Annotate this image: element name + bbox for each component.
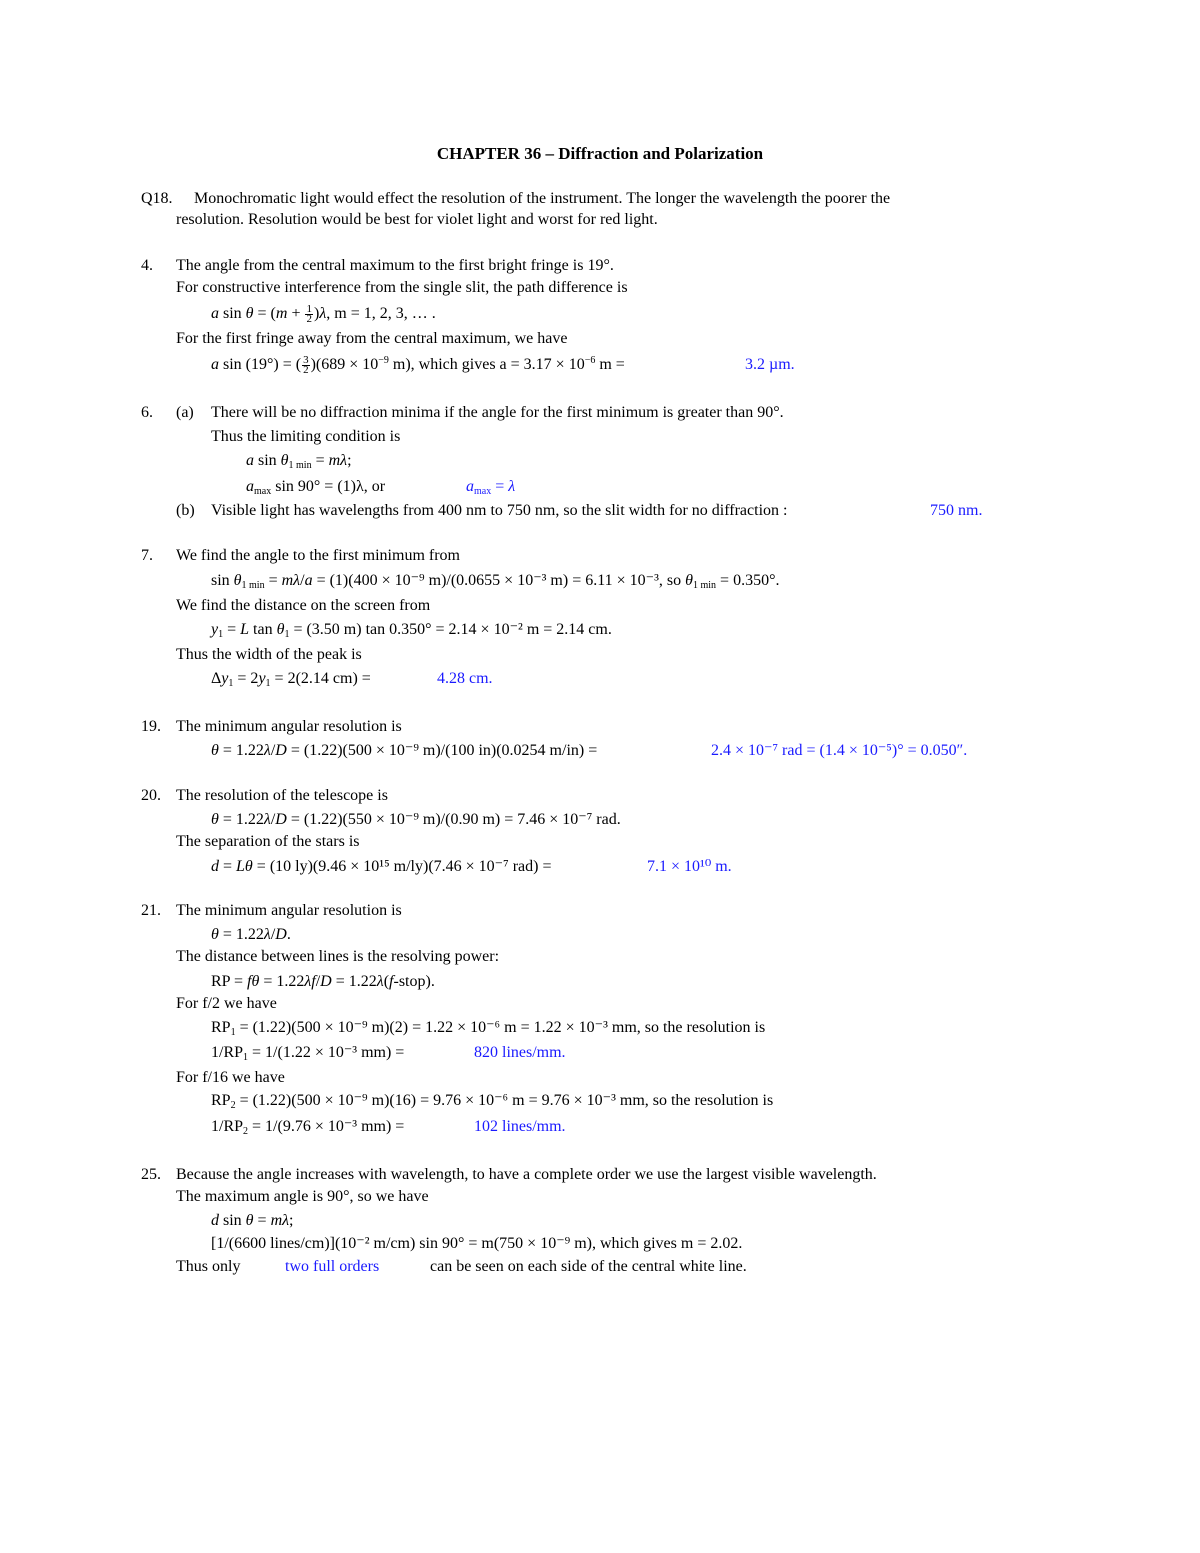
p25-equation-grating: d sin θ = mλ;	[211, 1212, 294, 1229]
p19-number: 19.	[141, 718, 161, 735]
p21-equation-rp: RP = fθ = 1.22λf/D = 1.22λ(f-stop).	[211, 973, 435, 990]
p7-equation-width: $\Delta y_1 = 2y_1 = 2(2.14$ cm) =	[211, 670, 371, 689]
p7-number: 7.	[141, 547, 153, 564]
p6-answer-a: $a_{max} = \lambda$	[466, 478, 516, 497]
p7-equation1: = (1)(400 × 10⁻⁹ m)/(0.0655 × 10⁻³ m) = 6.11 × 10⁻³, so	[316, 572, 682, 589]
p20-answer: 7.1 × 10¹⁰ m.	[647, 858, 732, 875]
p4-number: 4.	[141, 257, 153, 274]
p7-equation3: = 2(2.14 cm) =	[274, 670, 371, 687]
p19-equation-rest: = (1.22)(500 × 10⁻⁹ m)/(100 in)(0.0254 m/in) =	[290, 742, 598, 759]
p21-equation-inv2: $1/RP_2 = 1/(9.76 \times 10^{-3}$ mm) =	[211, 1118, 405, 1137]
p6-equation-or: sin 90° = (1)λ, or	[275, 478, 386, 495]
p21-number: 21.	[141, 902, 161, 919]
p21-equation-inv1-rest: = 1/(1.22 × 10⁻³ mm) =	[252, 1044, 405, 1061]
p21-equation-rp1-rest: = (1.22)(500 × 10⁻⁹ m)(2) = 1.22 × 10⁻⁶ m = 1.22 × 10⁻³ mm, so the resolution is	[239, 1019, 766, 1036]
p19-answer: 2.4 × 10⁻⁷ rad = (1.4 × 10⁻⁵)° = 0.050″.	[711, 742, 968, 759]
p6-part-b-line: Visible light has wavelengths from 400 nm to 750 nm, so the slit width for no diffraction :	[211, 502, 788, 519]
p21-text-line1: The minimum angular resolution is	[176, 902, 402, 919]
p25-number: 25.	[141, 1166, 161, 1183]
q18-text-line1: Monochromatic light would effect the resolution of the instrument. The longer the wavelength the poorer the	[194, 190, 891, 207]
p20-equation1: = (1.22)(550 × 10⁻⁹ m)/(0.90 m) = 7.46 × 10⁻⁷ rad.	[290, 811, 621, 828]
p7-text-line1: We find the angle to the first minimum from	[176, 547, 460, 564]
p4-equation2-rest: m), which gives a = 3.17 × 10	[388, 356, 585, 373]
p4-text-line3: For the first fringe away from the central maximum, we have	[176, 330, 568, 347]
p21-equation-rp2: $RP_2 = (1.22)(500 \times 10^{-9}$ m)(16) = 9.76 × 10⁻⁶ m = 9.76 × 10⁻³ mm, so the resolution is	[211, 1092, 774, 1111]
p21-equation-rp1: $RP_1 = (1.22)(500 \times 10^{-9}$ m)(2) = 1.22 × 10⁻⁶ m = 1.22 × 10⁻³ mm, so the resolution is	[211, 1019, 766, 1038]
p20-text-line1: The resolution of the telescope is	[176, 787, 388, 804]
p7-equation2: = (3.50 m) tan 0.350° = 2.14 × 10⁻² m = 2.14 cm.	[293, 621, 612, 638]
p25-equation-orders: [1/(6600 lines/cm)](10⁻² m/cm) sin 90° = m(750 × 10⁻⁹ m), which gives m = 2.02.	[211, 1235, 743, 1252]
p4-text-line1: The angle from the central maximum to the first bright fringe is 19°.	[176, 257, 614, 274]
p4-equation-slit-width: a sin (19°) = ( $\frac{3}{2}$ )($689 \times 10^{-9}$ m), which gives $a = 3.17 \times 10^{-6}$ m =	[211, 353, 625, 376]
p20-equation2: = (10 ly)(9.46 × 10¹⁵ m/ly)(7.46 × 10⁻⁷ rad) =	[256, 858, 552, 875]
p7-answer: 4.28 cm.	[437, 670, 493, 687]
p21-equation-theta: θ = 1.22λ/D.	[211, 926, 291, 943]
q18-text-line2: resolution. Resolution would be best for violet light and worst for red light.	[176, 211, 658, 228]
p19-text-line1: The minimum angular resolution is	[176, 718, 402, 735]
p21-equation-inv2-rest: = 1/(9.76 × 10⁻³ mm) =	[252, 1118, 405, 1135]
p21-text-line2: The distance between lines is the resolving power:	[176, 948, 500, 965]
page-title: CHAPTER 36 – Diffraction and Polarization	[436, 144, 764, 163]
p6-number: 6.	[141, 404, 153, 421]
p4-text-line2: For constructive interference from the single slit, the path difference is	[176, 279, 628, 296]
p25-text-line2: The maximum angle is 90°, so we have	[176, 1188, 429, 1205]
p6-part-a-label: (a)	[176, 404, 194, 421]
p20-equation-resolution: θ = 1.22λ/D = (1.22)(550 × 10⁻⁹ m)/(0.90 m) = 7.46 × 10⁻⁷ rad.	[211, 811, 621, 828]
p6-part-b-label: (b)	[176, 502, 195, 519]
p4-equation2-mid: (689 × 10	[315, 356, 379, 373]
p20-text-line2: The separation of the stars is	[176, 833, 360, 850]
p7-equation-distance: $y_1 = L$ $\tan \theta_1 = (3.50$ m) tan 0.350° = 2.14 × 10⁻² m = 2.14 cm.	[211, 621, 612, 640]
p21-answer1: 820 lines/mm.	[474, 1044, 566, 1061]
p25-answer: two full orders	[285, 1258, 380, 1275]
p20-equation-separation: d = Lθ = (10 ly)(9.46 × 10¹⁵ m/ly)(7.46 × 10⁻⁷ rad) =	[211, 858, 552, 875]
p6-answer-b: 750 nm.	[930, 502, 983, 519]
p25-text-line3-end: can be seen on each side of the central white line.	[430, 1258, 747, 1275]
p21-equation-rp2-rest: = (1.22)(500 × 10⁻⁹ m)(16) = 9.76 × 10⁻⁶ m = 9.76 × 10⁻³ mm, so the resolution is	[239, 1092, 774, 1109]
p21-text-line4: For f/16 we have	[176, 1069, 285, 1086]
p4-answer: 3.2 µm.	[745, 356, 795, 373]
p6-part-a-line2: Thus the limiting condition is	[211, 428, 401, 445]
p7-equation1-end: = 0.350°.	[720, 572, 780, 589]
p19-equation: θ = 1.22λ/D = (1.22)(500 × 10⁻⁹ m)/(100 in)(0.0254 m/in) =	[211, 742, 598, 759]
p7-text-line3: Thus the width of the peak is	[176, 646, 362, 663]
p21-answer2: 102 lines/mm.	[474, 1118, 566, 1135]
p25-text-line1: Because the angle increases with wavelength, to have a complete order we use the largest visible wavelength.	[176, 1166, 877, 1183]
p6-equation-max: $a_{max}$ sin 90° = (1)λ, or	[246, 478, 386, 497]
p4-equation1-rest: , m = 1, 2, 3, … .	[326, 305, 436, 322]
p25-text-line3-start: Thus only	[176, 1258, 241, 1275]
q18-number: Q18.	[141, 190, 173, 207]
p20-number: 20.	[141, 787, 161, 804]
p4-equation-path-difference: a sin θ = (m + $\frac{1}{2}$ )λ, m = 1, 2, 3, … .	[211, 302, 436, 325]
p21-equation-inv1: $1/RP_1 = 1/(1.22 \times 10^{-3}$ mm) =	[211, 1044, 405, 1063]
p6-part-a-line1: There will be no diffraction minima if the angle for the first minimum is greater than 90°.	[211, 404, 784, 421]
p7-equation-angle: $\sin \theta_{1 min} = m\lambda/a = (1)(400 \times 10^{-9}$ m)/(0.0655 × 10⁻³ m) = 6.11 × 10⁻³, so $\theta_{1 min} = 0.350^\circ$.	[211, 572, 780, 591]
p7-text-line2: We find the distance on the screen from	[176, 597, 431, 614]
p21-text-line3: For f/2 we have	[176, 995, 277, 1012]
p6-equation-condition: a $\sin \theta_{1 min} = m\lambda$;	[246, 452, 352, 471]
